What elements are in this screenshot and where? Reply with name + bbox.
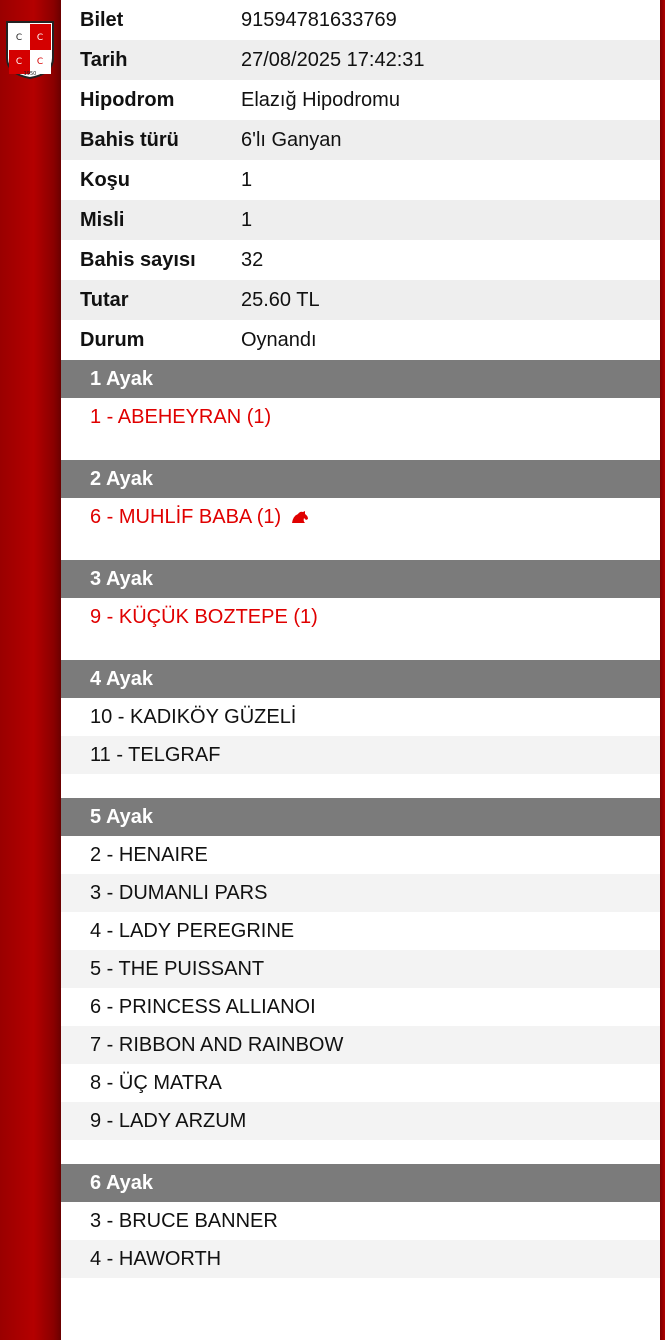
- info-label: Bahis sayısı: [80, 248, 196, 271]
- horse-name: 3 - BRUCE BANNER: [90, 1209, 278, 1232]
- horse-row: [61, 836, 660, 874]
- leg-header: 5 Ayak: [61, 798, 660, 836]
- horse-row: [61, 698, 660, 736]
- info-row: [61, 0, 660, 40]
- info-row: [61, 120, 660, 160]
- club-crest-icon: [5, 20, 55, 80]
- leg-spacer: [61, 636, 660, 660]
- horse-row: [61, 736, 660, 774]
- ticket-detail: [61, 0, 660, 1340]
- horse-row: [61, 1240, 660, 1278]
- horse-row: [61, 398, 660, 436]
- svg-text:C: C: [15, 33, 23, 43]
- horse-row: [61, 498, 660, 536]
- horse-name: 11 - TELGRAF: [90, 743, 221, 766]
- horse-row: [61, 950, 660, 988]
- leg-spacer: [61, 536, 660, 560]
- svg-text:1950: 1950: [23, 71, 37, 77]
- horse-head-icon: [291, 510, 309, 524]
- info-value: 6'lı Ganyan: [241, 128, 342, 151]
- svg-text:C: C: [36, 57, 44, 67]
- info-label: Bahis türü: [80, 128, 179, 151]
- horse-name: 2 - HENAIRE: [90, 843, 208, 866]
- info-row: [61, 280, 660, 320]
- info-value: 91594781633769: [241, 8, 397, 31]
- leg-header: 1 Ayak: [61, 360, 660, 398]
- info-row: [61, 160, 660, 200]
- horse-name: 6 - MUHLİF BABA (1): [90, 505, 282, 528]
- svg-text:C: C: [15, 57, 23, 67]
- svg-text:C: C: [36, 33, 44, 43]
- info-label: Tarih: [80, 48, 128, 71]
- leg-header: 6 Ayak: [61, 1164, 660, 1202]
- horse-row: [61, 1202, 660, 1240]
- horse-name: 4 - LADY PEREGRINE: [90, 919, 295, 942]
- info-row: [61, 240, 660, 280]
- left-brand-bar: [0, 0, 61, 1340]
- info-label: Durum: [80, 328, 145, 351]
- info-value: 32: [241, 248, 264, 271]
- ticket-info-table: [61, 0, 660, 360]
- horse-name: 1 - ABEHEYRAN (1): [90, 405, 272, 428]
- horse-name: 7 - RIBBON AND RAINBOW: [90, 1033, 344, 1056]
- horse-row: [61, 1064, 660, 1102]
- info-label: Bilet: [80, 8, 124, 31]
- horse-row: [61, 598, 660, 636]
- info-row: [61, 80, 660, 120]
- horse-row: [61, 1026, 660, 1064]
- leg-spacer: [61, 436, 660, 460]
- horse-row: [61, 1102, 660, 1140]
- info-label: Misli: [80, 208, 125, 231]
- leg-header: 2 Ayak: [61, 460, 660, 498]
- leg-spacer: [61, 774, 660, 798]
- horse-name: 9 - LADY ARZUM: [90, 1109, 247, 1132]
- horse-row: [61, 912, 660, 950]
- info-value: 27/08/2025 17:42:31: [241, 48, 425, 71]
- info-label: Koşu: [80, 168, 130, 191]
- leg-header: 4 Ayak: [61, 660, 660, 698]
- horse-name: 3 - DUMANLI PARS: [90, 881, 268, 904]
- leg-header: 3 Ayak: [61, 560, 660, 598]
- info-value: 1: [241, 208, 253, 231]
- horse-name: 9 - KÜÇÜK BOZTEPE (1): [90, 605, 318, 628]
- info-row: [61, 200, 660, 240]
- horse-row: [61, 988, 660, 1026]
- horse-name: 5 - THE PUISSANT: [90, 957, 265, 980]
- info-label: Hipodrom: [80, 88, 175, 111]
- horse-name: 8 - ÜÇ MATRA: [90, 1071, 222, 1094]
- info-value: 1: [241, 168, 253, 191]
- leg-spacer: [61, 1278, 660, 1302]
- leg-spacer: [61, 1140, 660, 1164]
- info-label: Tutar: [80, 288, 129, 311]
- horse-row: [61, 874, 660, 912]
- info-row: [61, 40, 660, 80]
- info-value: Elazığ Hipodromu: [241, 88, 400, 111]
- info-row: [61, 320, 660, 360]
- right-brand-bar: [660, 0, 665, 1340]
- horse-name: 10 - KADIKÖY GÜZELİ: [90, 705, 297, 728]
- horse-name: 4 - HAWORTH: [90, 1247, 222, 1270]
- legs-list: [61, 360, 660, 1302]
- info-value: 25.60 TL: [241, 288, 320, 311]
- horse-name: 6 - PRINCESS ALLIANOI: [90, 995, 316, 1018]
- info-value: Oynandı: [241, 328, 317, 351]
